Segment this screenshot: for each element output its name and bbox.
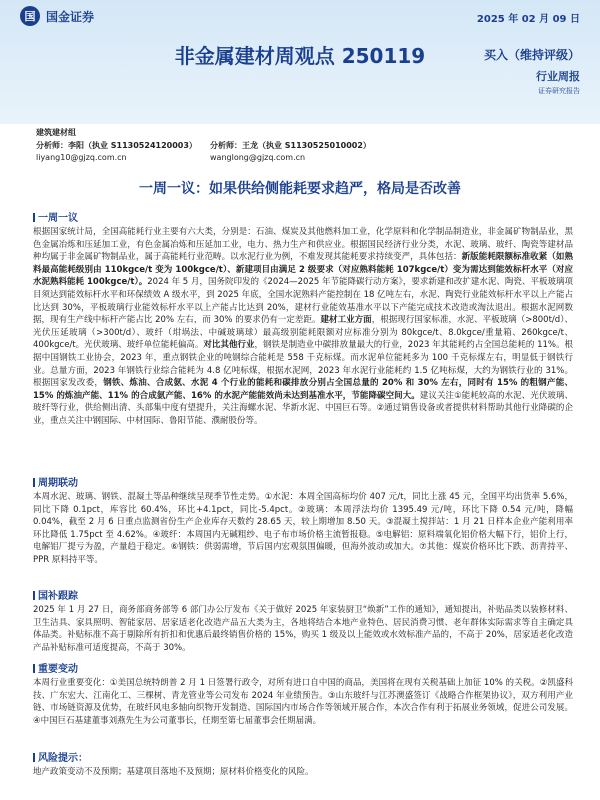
industry-group: 建筑建材组	[36, 128, 76, 137]
analyst-1	[36, 140, 197, 164]
section-heading: 周期联动	[33, 477, 573, 491]
report-header	[0, 0, 600, 124]
broker-logo	[20, 6, 94, 26]
main-headline: 一周一议：如果供给侧能耗要求趋严，格局是否改善	[139, 181, 461, 197]
logo-text: 国金证券	[46, 9, 95, 24]
logo-icon: 国	[20, 6, 40, 26]
section-body: 2025 年 1 月 27 日，商务部商务部等 6 部门办公厅发布《关于做好 2025 年家装厨卫“焕新”工作的通知》，通知提出，补贴品类以装修材料、卫生洁具、家具照明、智能家居、居家适老化改造产品五大类为主，各地将结合本地产业特色、居民消费习惯、老年群体实际需求等自主确定具体品类。补贴标准不高于剔除所有折扣和优惠后最终销售价格的 15%，购买 1 级及以上能效或水效标准产品的，不高于 20%，居家适老化改造产品补贴标准可适度提高，不高于 30%。	[33, 605, 573, 653]
report-subtitle: 证券研究报告	[538, 87, 580, 95]
analyst-1-email[interactable]: liyang10@gjzq.com.cn	[36, 153, 127, 162]
section-subsidy-tracking	[33, 590, 573, 654]
rating-badge: 买入（维持评级）	[483, 48, 580, 62]
section-heading: 一周一议	[33, 212, 573, 226]
section-heading: 重要变动	[33, 663, 573, 677]
section-risk	[33, 752, 573, 779]
report-title: 非金属建材周观点 250119	[174, 44, 426, 68]
section-heading: 风险提示：	[33, 752, 573, 766]
analyst-2	[210, 140, 371, 164]
section-body: 根据国家统计局，全国高能耗行业主要有六大类，分别是：石油、煤炭及其他燃料加工业，化学原料和化学制品制造业，非金属矿物制品业，黑色金属冶炼和压延加工业，有色金属冶炼和压延加工业，电力、热力生产和供应业。根据国民经济行业分类，水泥、玻璃、玻纤、陶瓷等建材品种均属于非金属矿物制品业，属于高能耗行业范畴。以水泥行业为例，不难发现其能耗要求持续变严，具体包括：新版能耗限额标准收紧（如熟料最高能耗级别由 110kgce/t 变为 100kgce/t）、新建项目由满足 2 级要求（对应熟料能耗 107kgce/t）变为需达到能效标杆水平（对应水泥熟料能耗 100kgce/t）。2024 年 5 月，国务院印发的《2024—2025 年节能降碳行动方案》，要求新建和改扩建水泥、陶瓷、平板玻璃项目须达到能效标杆水平和环保绩效 A 级水平，到 2025 年底，全国水泥熟料产能控制在 18 亿吨左右，水泥、陶瓷行业能效标杆水平以上产能占比达到 30%，平板玻璃行业能效标杆水平以上产能占比达到 20%，建材行业能效基准水平以下产能完成技术改造或淘汰退出。根据水泥网数据，现有生产线中标杆产能占比 20% 左右，而 30% 的要求仍有一定差距。建材工业方面，根据现行国家标准，水泥、平板玻璃（>800t/d）、光伏压延玻璃（>300t/d）、玻纤（坩埚法、中碱玻璃球）最高级别能耗限额对应标准分别为 80kgce/t、8.0kgce/重量箱、260kgce/t、400kgce/t。光伏玻璃、玻纤单位能耗偏高。对比其他行业，钢铁是制造业中碳排放量最大的行业，2023 年其能耗约占全国总能耗的 11%。根据中国钢铁工业协会，2023 年，重点钢铁企业的吨钢综合能耗是 558 千克标煤。而水泥单位能耗多为 100 千克标煤左右，明显低于钢铁行业。总量方面，2023 年钢铁行业综合能耗为 4.8 亿吨标煤，根据水泥网，2023 年水泥行业能耗约 1.5 亿吨标煤，大约为钢铁行业的 31%。根据国家发改委，钢铁、炼油、合成氨、水泥 4 个行业的能耗和碳排放分别占全国总量的 20% 和 30% 左右，同时有 15% 的粗钢产能、15% 的炼油产能、11% 的合成氨产能、16% 的水泥产能能效尚未达到基准水平，节能降碳空间大。建议关注①能耗较高的水泥、光伏玻璃、玻纤等行业，供给侧出清、头部集中度有望提升，关注海螺水泥、华新水泥、中国巨石等。②通过销售设备或者提供材料帮助其他行业降碳的企业，重点关注中钢国际、中材国际、鲁阳节能、濮耐股份等。	[33, 227, 573, 426]
section-body: 地产政策变动不及预期；基建项目落地不及预期；原材料价格变化的风险。	[33, 767, 314, 777]
report-date: 2025 年 02 月 09 日	[476, 14, 580, 25]
section-key-changes	[33, 663, 573, 727]
section-weekly-discussion	[33, 212, 573, 428]
section-body: 本周行业重要变化：①美国总统特朗普 2 月 1 日签署行政令，对所有进口自中国的商品，美国将在现有关税基础上加征 10% 的关税。②凯盛科技、广东宏大、江南化工、三棵树、青龙管业等公司发布 2024 年业绩预告。③山东玻纤与江苏澳盛签订《战略合作框架协议》，双方利用产业链、市场链资源及优势，在玻纤风电多轴向织物开发制造、国际国内市场合作等领域开展合作，本次合作有利于拓展业务领域，促进公司发展。④中国巨石基建董事刘燕先生为公司董事长，任期至第七届董事会任期届满。	[33, 678, 573, 726]
section-cycle-linkage	[33, 477, 573, 567]
section-heading: 国补跟踪	[33, 590, 573, 604]
report-type: 行业周报	[536, 70, 580, 83]
analyst-2-email[interactable]: wanglong@gjzq.com.cn	[210, 153, 306, 162]
analyst-1-name: 分析师：李阳（执业 S1130524120003）	[36, 141, 197, 150]
section-body: 本周水泥、玻璃、钢铁、混凝土等品种继续呈现季节性走势。①水泥：本周全国高标均价 407 元/t，同比上涨 45 元，全国平均出货率 5.6%，同比下降 0.1pct，库容比 60.4%，环比+4.1pct，同比-5.4pct。②玻璃：本周浮法均价 1395.49 元/吨，环比下降 0.54 元/吨，降幅 0.04%，截至 2 月 6 日重点监测省份生产企业库存天数约 28.65 天，较上期增加 8.50 天。③混凝土搅拌站：1 月 21 日样本企业产能利用率环比降低 1.75pct 至 4.62%。④玻纤：本周国内无碱粗纱、电子布市场价格主流暂报稳。⑤电解铝：原料端氧化铝价格大幅下行，铝价上行，电解铝厂提亏为盈，产量趋于稳定。⑥钢铁：供弱需增，节后国内宏观氛围偏暖，但海外波动或加大。⑦其他：煤炭价格环比下跌、沥青持平、PPR 原料持平等。	[33, 492, 573, 565]
analyst-2-name: 分析师：王龙（执业 S1130525010002）	[210, 141, 371, 150]
